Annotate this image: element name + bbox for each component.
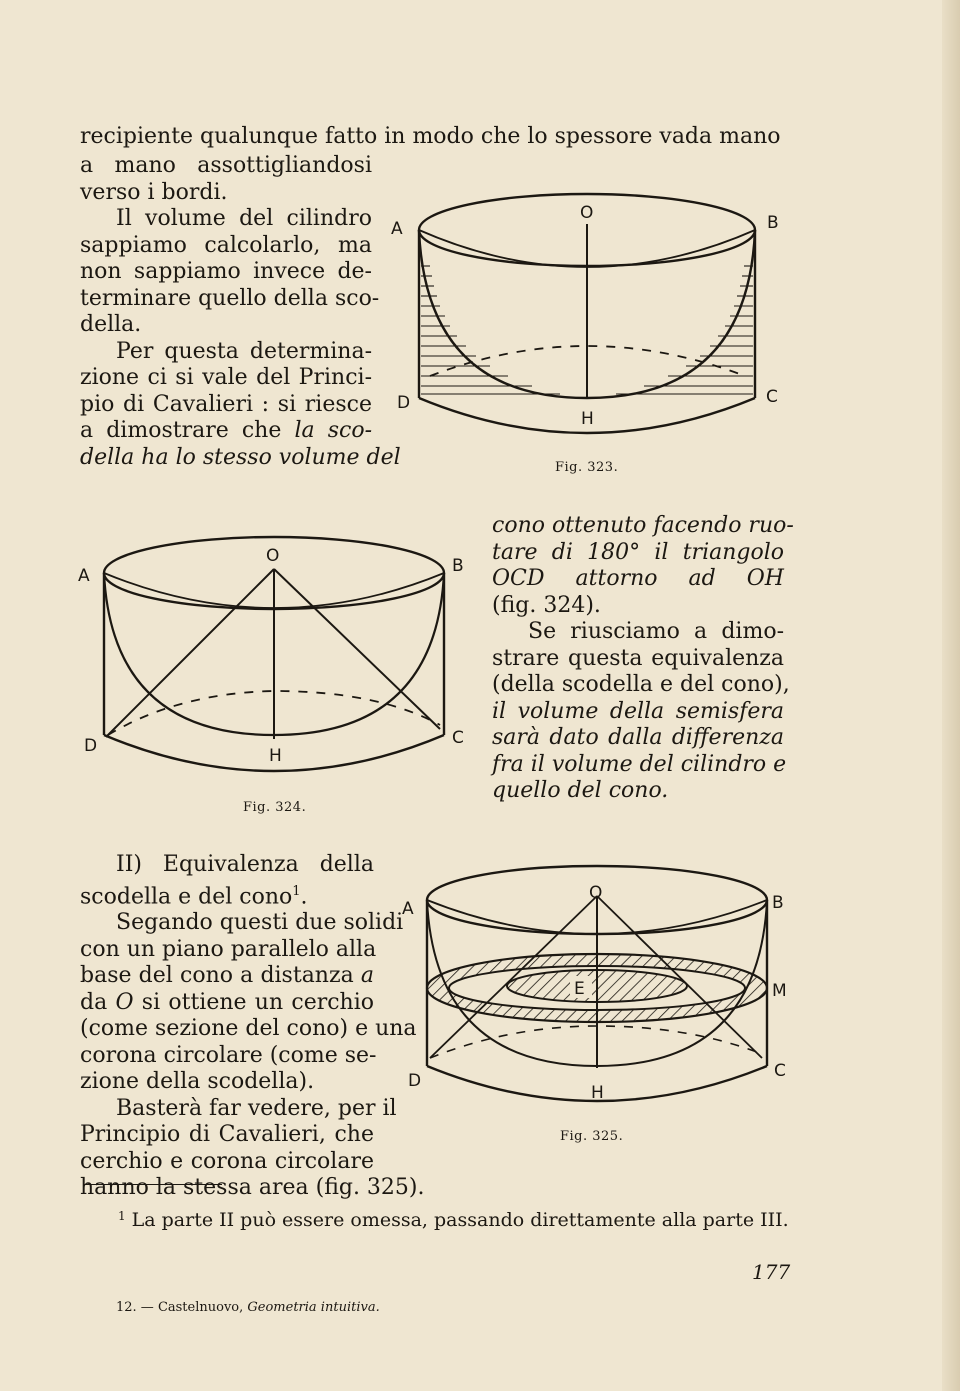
fig325-label-c: C [774,1061,786,1081]
figure-324 [78,525,478,795]
footnote-mark: 1 [118,1209,126,1223]
fig323-caption: Fig. 323. [555,460,619,475]
fig323-label-c: C [766,387,778,407]
fig325-label-d: D [408,1071,422,1091]
page-edge [942,0,960,1391]
fig324-label-b: B [452,556,464,576]
fig323-label-b: B [767,213,779,233]
fig324-label-c: C [452,728,464,748]
fig323-label-o: O [580,203,594,223]
fig323-label-h: H [581,409,594,429]
figure-323 [390,186,790,456]
figure-325 [400,858,800,1128]
fig325-label-a: A [402,899,414,919]
printer-signature: 12. — Castelnuovo, Geometria intuitiva. [116,1300,380,1315]
fig324-label-h: H [269,746,282,766]
fig325-label-m: M [772,981,787,1001]
fig324-label-a: A [78,566,90,586]
top-line: recipiente qualunque fatto in modo che lo spessore vada mano [80,124,781,149]
left-column-text: a mano assottigliandosi verso i bordi. Il volume del cilindro sappiamo calcolarlo, ma non sappiamo invece de- terminare quello della sco- della. Per questa determina- zione ci si vale del Princi- pio di Cavalieri : si riesce a dimostrare che la sco- della ha lo stesso volume del [80,153,401,470]
fig325-label-e: E [574,979,585,999]
fig325-label-b: B [772,893,784,913]
footnote-rule [84,1184,222,1185]
fig323-label-a: A [391,219,403,239]
fig325-caption: Fig. 325. [560,1129,624,1144]
fig325-label-o: O [589,883,603,903]
fig324-label-d: D [84,736,98,756]
footnote-text: La parte II può essere omessa, passando direttamente alla parte III. [131,1209,789,1231]
footnote [118,1209,789,1231]
fig325-label-h: H [591,1083,604,1103]
section-two-text: II) Equivalenza della scodella e del cono$^1$. Segando questi due solidi con un piano parallelo alla base del cono a distanza a da O si ottiene un cerchio (come sezione del cono) e una corona circolare (come se- zione della scodella). Basterà far vedere, per il Principio di Cavalieri, che cerchio e corona circolare hanno la stessa area (fig. 325). [80,852,425,1201]
fig324-label-o: O [266,546,280,566]
fig323-label-d: D [397,393,411,413]
fig324-caption: Fig. 324. [243,800,307,815]
right-column-text: cono ottenuto facendo ruo- tare di 180° il triangolo OCD attorno ad OH (fig. 324). Se riusciamo a dimo- strare questa equivalenza (della scodella e del cono), il volume della semisfera sarà dato dalla differenza fra il volume del cilindro e quello del cono. [492,513,794,803]
page-number: 177 [752,1260,791,1284]
